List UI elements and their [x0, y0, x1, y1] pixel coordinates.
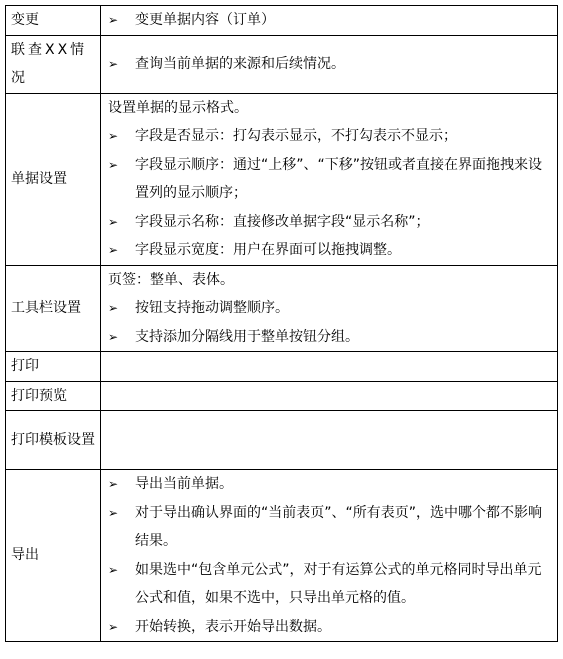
arrow-bullet-icon: ➢ — [108, 477, 119, 491]
list-item: ➢ 变更单据内容（订单） — [108, 6, 553, 35]
row-value — [101, 93, 558, 265]
row-value — [101, 35, 558, 93]
table-row — [6, 470, 558, 642]
list-item: ➢ 字段显示顺序：通过“上移”、“下移”按钮或者直接在界面拖拽来设置列的显示顺序； — [108, 151, 553, 208]
row-key: 打印 — [6, 352, 101, 382]
row-intro: 设置单据的显示格式。 — [108, 99, 248, 116]
row-key: 单据设置 — [6, 93, 101, 265]
list-item: ➢ 对于导出确认界面的“当前表页”、“所有表页”，选中哪个都不影响结果。 — [108, 499, 553, 556]
table-row — [6, 35, 558, 93]
list-item: ➢ 如果选中“包含单元公式”，对于有运算公式的单元格同时导出单元公式和值，如果不选中，只导出单元格的值。 — [108, 556, 553, 613]
row-value — [101, 411, 558, 470]
arrow-bullet-icon: ➢ — [108, 13, 119, 27]
row-value — [101, 381, 558, 411]
arrow-bullet-icon: ➢ — [108, 505, 119, 520]
list-item: ➢ 开始转换，表示开始导出数据。 — [108, 613, 553, 642]
row-key: 打印预览 — [6, 381, 101, 411]
row-key: 联查XX情况 — [6, 35, 101, 93]
list-item: ➢ 导出当前单据。 — [108, 470, 553, 499]
row-value — [101, 6, 558, 36]
list-item: ➢ 字段是否显示：打勾表示显示，不打勾表示不显示； — [108, 122, 553, 151]
arrow-bullet-icon: ➢ — [108, 562, 119, 577]
row-intro: 页签：整单、表体。 — [108, 271, 234, 288]
row-key: 变更 — [6, 6, 101, 36]
arrow-bullet-icon: ➢ — [108, 329, 119, 344]
list-item: ➢ 支持添加分隔线用于整单按钮分组。 — [108, 323, 553, 352]
row-value — [101, 470, 558, 642]
table-row — [6, 381, 558, 411]
table-row — [6, 411, 558, 470]
table-row — [6, 6, 558, 36]
list-item: ➢ 查询当前单据的来源和后续情况。 — [108, 50, 553, 79]
table-row — [6, 93, 558, 265]
table-row — [6, 265, 558, 352]
row-key: 导出 — [6, 470, 101, 642]
list-item: ➢ 按钮支持拖动调整顺序。 — [108, 294, 553, 323]
table-row — [6, 352, 558, 382]
arrow-bullet-icon: ➢ — [108, 129, 119, 143]
list-item: ➢ 字段显示名称：直接修改单据字段“显示名称”； — [108, 208, 553, 237]
row-value — [101, 352, 558, 382]
arrow-bullet-icon: ➢ — [108, 301, 119, 315]
list-item: ➢ 字段显示宽度：用户在界面可以拖拽调整。 — [108, 236, 553, 265]
function-description-table — [5, 5, 558, 642]
arrow-bullet-icon: ➢ — [108, 157, 119, 172]
arrow-bullet-icon: ➢ — [108, 56, 119, 71]
arrow-bullet-icon: ➢ — [108, 214, 119, 229]
arrow-bullet-icon: ➢ — [108, 243, 119, 257]
row-key: 工具栏设置 — [6, 265, 101, 352]
row-value — [101, 265, 558, 352]
arrow-bullet-icon: ➢ — [108, 619, 119, 634]
row-key: 打印模板设置 — [6, 411, 101, 470]
